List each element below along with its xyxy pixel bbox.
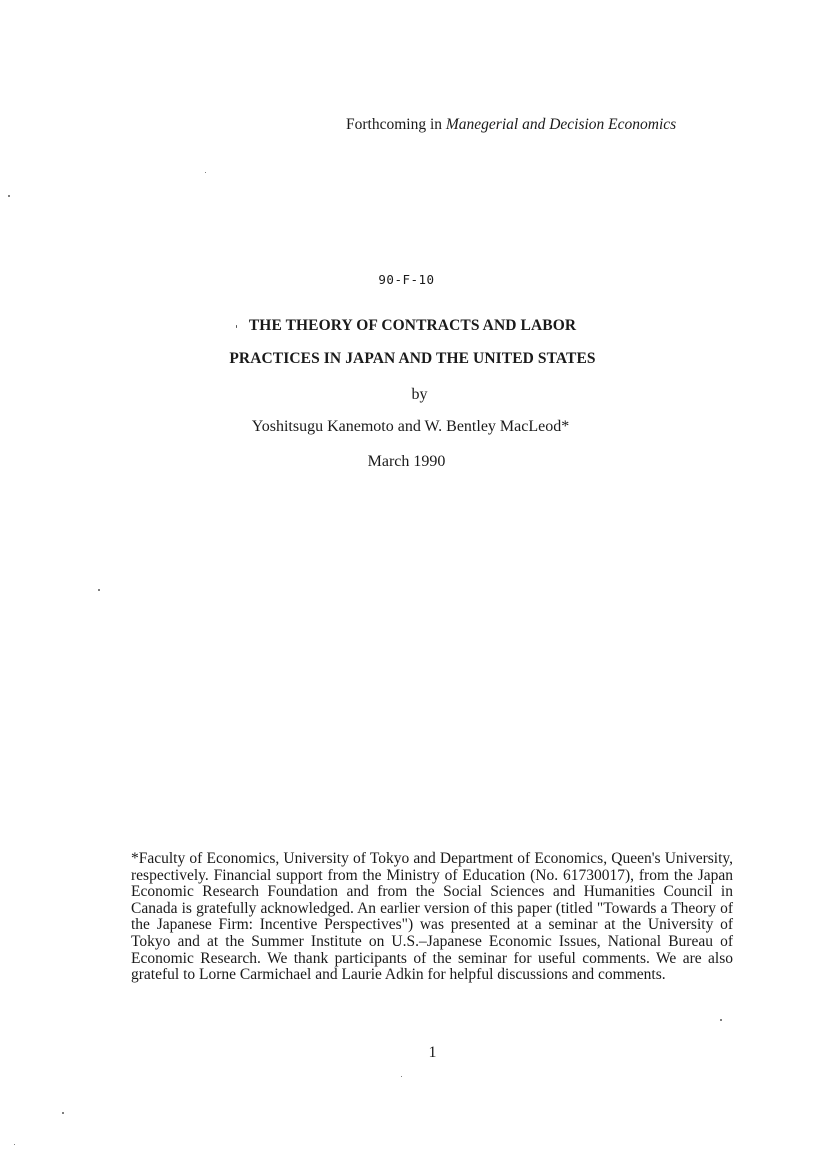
scan-speck <box>205 172 206 173</box>
page-number: 1 <box>428 1044 437 1061</box>
publication-date: March 1990 <box>367 453 446 470</box>
scan-speck <box>720 1019 722 1021</box>
forthcoming-notice <box>346 116 726 134</box>
by-line: by <box>411 386 428 403</box>
scan-speck <box>236 325 237 328</box>
paper-title-line-1: THE THEORY OF CONTRACTS AND LABOR <box>248 317 577 334</box>
scan-speck <box>98 589 100 591</box>
journal-name: Manegerial and Decision Economics <box>445 116 677 133</box>
scan-speck <box>8 195 10 197</box>
forthcoming-prefix: Forthcoming in <box>346 116 443 133</box>
scan-speck <box>14 1144 15 1145</box>
authors: Yoshitsugu Kanemoto and W. Bentley MacLeod* <box>251 418 570 435</box>
author-footnote: *Faculty of Economics, University of Tokyo and Department of Economics, Queen's University, respectively. Financial support from the Ministry of Education (No. 61730017), from the Japan Economic Research Foundation and from the Social Sciences and Humanities Council in Canada is gratefully acknowledged. An earlier version of this paper (titled "Towards a Theory of the Japanese Firm: Incentive Perspectives") was presented at a seminar at the University of Tokyo and at the Summer Institute on U.S.–Japanese Economic Issues, National Bureau of Economic Research. We thank participants of the seminar for useful comments. We are also grateful to Lorne Carmichael and Laurie Adkin for helpful discussions and comments. <box>131 850 733 984</box>
paper-title-line-2: PRACTICES IN JAPAN AND THE UNITED STATES <box>229 350 596 367</box>
scan-speck <box>401 1076 402 1077</box>
scan-speck <box>62 1112 64 1114</box>
document-code: 90-F-10 <box>378 272 435 287</box>
